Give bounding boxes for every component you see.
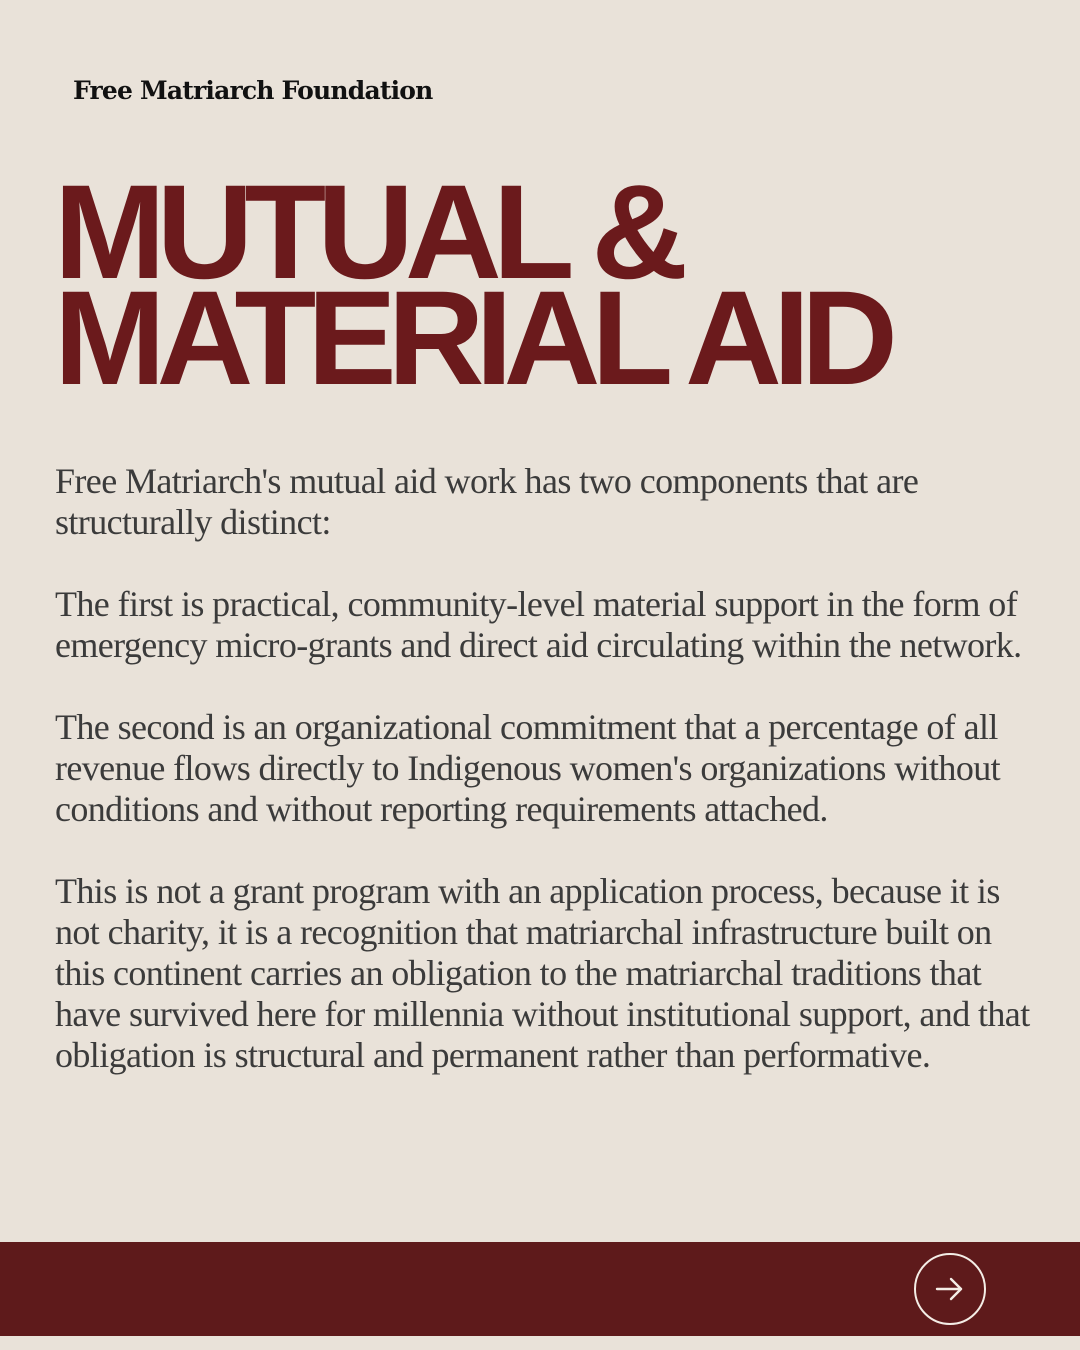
paragraph-intro: Free Matriarch's mutual aid work has two components that are structurally distinct:: [55, 461, 919, 542]
next-button[interactable]: [914, 1253, 986, 1325]
page-title-line-1: MUTUAL &: [54, 158, 680, 307]
page-title: [54, 158, 889, 413]
paragraph-second-component: The second is an organizational commitment that a percentage of all revenue flows directly to Indigenous women's organizations without conditions and without reporting requirements attached.: [55, 707, 1001, 829]
arrow-right-icon: [932, 1271, 968, 1307]
paragraph-first-component: The first is practical, community-level material support in the form of emergency micro-grants and direct aid circulating within the network.: [55, 584, 1022, 665]
paragraph-closing: This is not a grant program with an application process, because it is not charity, it is a recognition that matriarchal infrastructure built on this continent carries an obligation to the matriarchal traditions that have survived here for millennia without institutional support, and that obligation is structural and permanent rather than performative.: [55, 871, 1030, 1075]
body-text: [55, 461, 1040, 1076]
org-name: Free Matriarch Foundation: [73, 76, 433, 105]
page-title-line-2: MATERIAL AID: [54, 264, 889, 413]
